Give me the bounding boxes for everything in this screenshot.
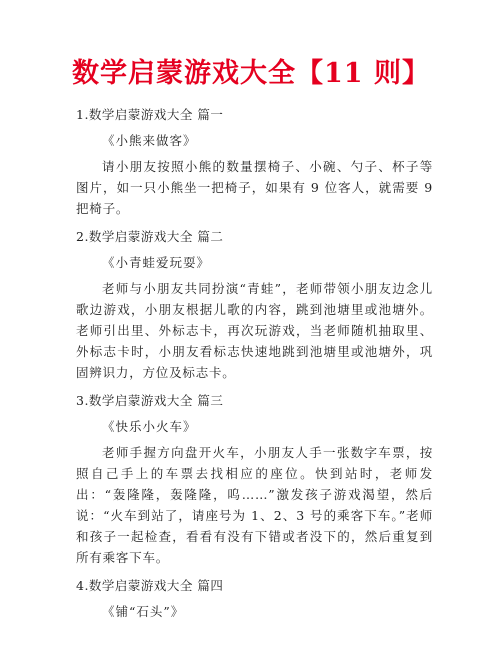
section-3 <box>76 390 433 568</box>
section-subtitle: 《铺“石头”》 <box>102 604 185 619</box>
section-subtitle: 《快乐小火车》 <box>102 419 197 434</box>
section-paragraph: 请小朋友按照小熊的数量摆椅子、小碗、勺子、杯子等图片，如一只小熊坐一把椅子，如果有 9 位客人，就需要 9 把椅子。 <box>76 159 433 216</box>
document-body <box>76 104 433 622</box>
section-subtitle: 《小青蛙爱玩耍》 <box>102 255 211 270</box>
document-title: 数学启蒙游戏大全【11 则】 <box>72 58 430 89</box>
section-subtitle: 《小熊来做客》 <box>102 133 197 148</box>
section-2 <box>76 226 433 383</box>
section-paragraph: 老师手握方向盘开火车，小朋友人手一张数字车票，按照自己手上的车票去找相应的座位。快到站时，老师发出：“轰隆隆，轰隆隆，呜……”激发孩子游戏渴望，然后说：“火车到站了，请座号为 1、2、3 号的乘客下车。”老师和孩子一起检查，看看有没有下错或者没下的，然后重复到所有乘客下车。 <box>76 445 433 565</box>
section-1 <box>76 104 433 219</box>
section-paragraph: 老师与小朋友共同扮演“青蛙”，老师带领小朋友边念儿歌边游戏，小朋友根据儿歌的内容，跳到池塘里或池塘外。老师引出里、外标志卡，再次玩游戏，当老师随机抽取里、外标志卡时，小朋友看标志快速地跳到池塘里或池塘外，巩固辨识力，方位及标志卡。 <box>76 281 433 380</box>
section-heading: 4.数学启蒙游戏大全 篇四 <box>76 578 224 593</box>
section-4 <box>76 575 433 622</box>
section-heading: 2.数学启蒙游戏大全 篇二 <box>76 229 224 244</box>
section-heading: 3.数学启蒙游戏大全 篇三 <box>76 393 224 408</box>
section-heading: 1.数学启蒙游戏大全 篇一 <box>76 107 224 122</box>
